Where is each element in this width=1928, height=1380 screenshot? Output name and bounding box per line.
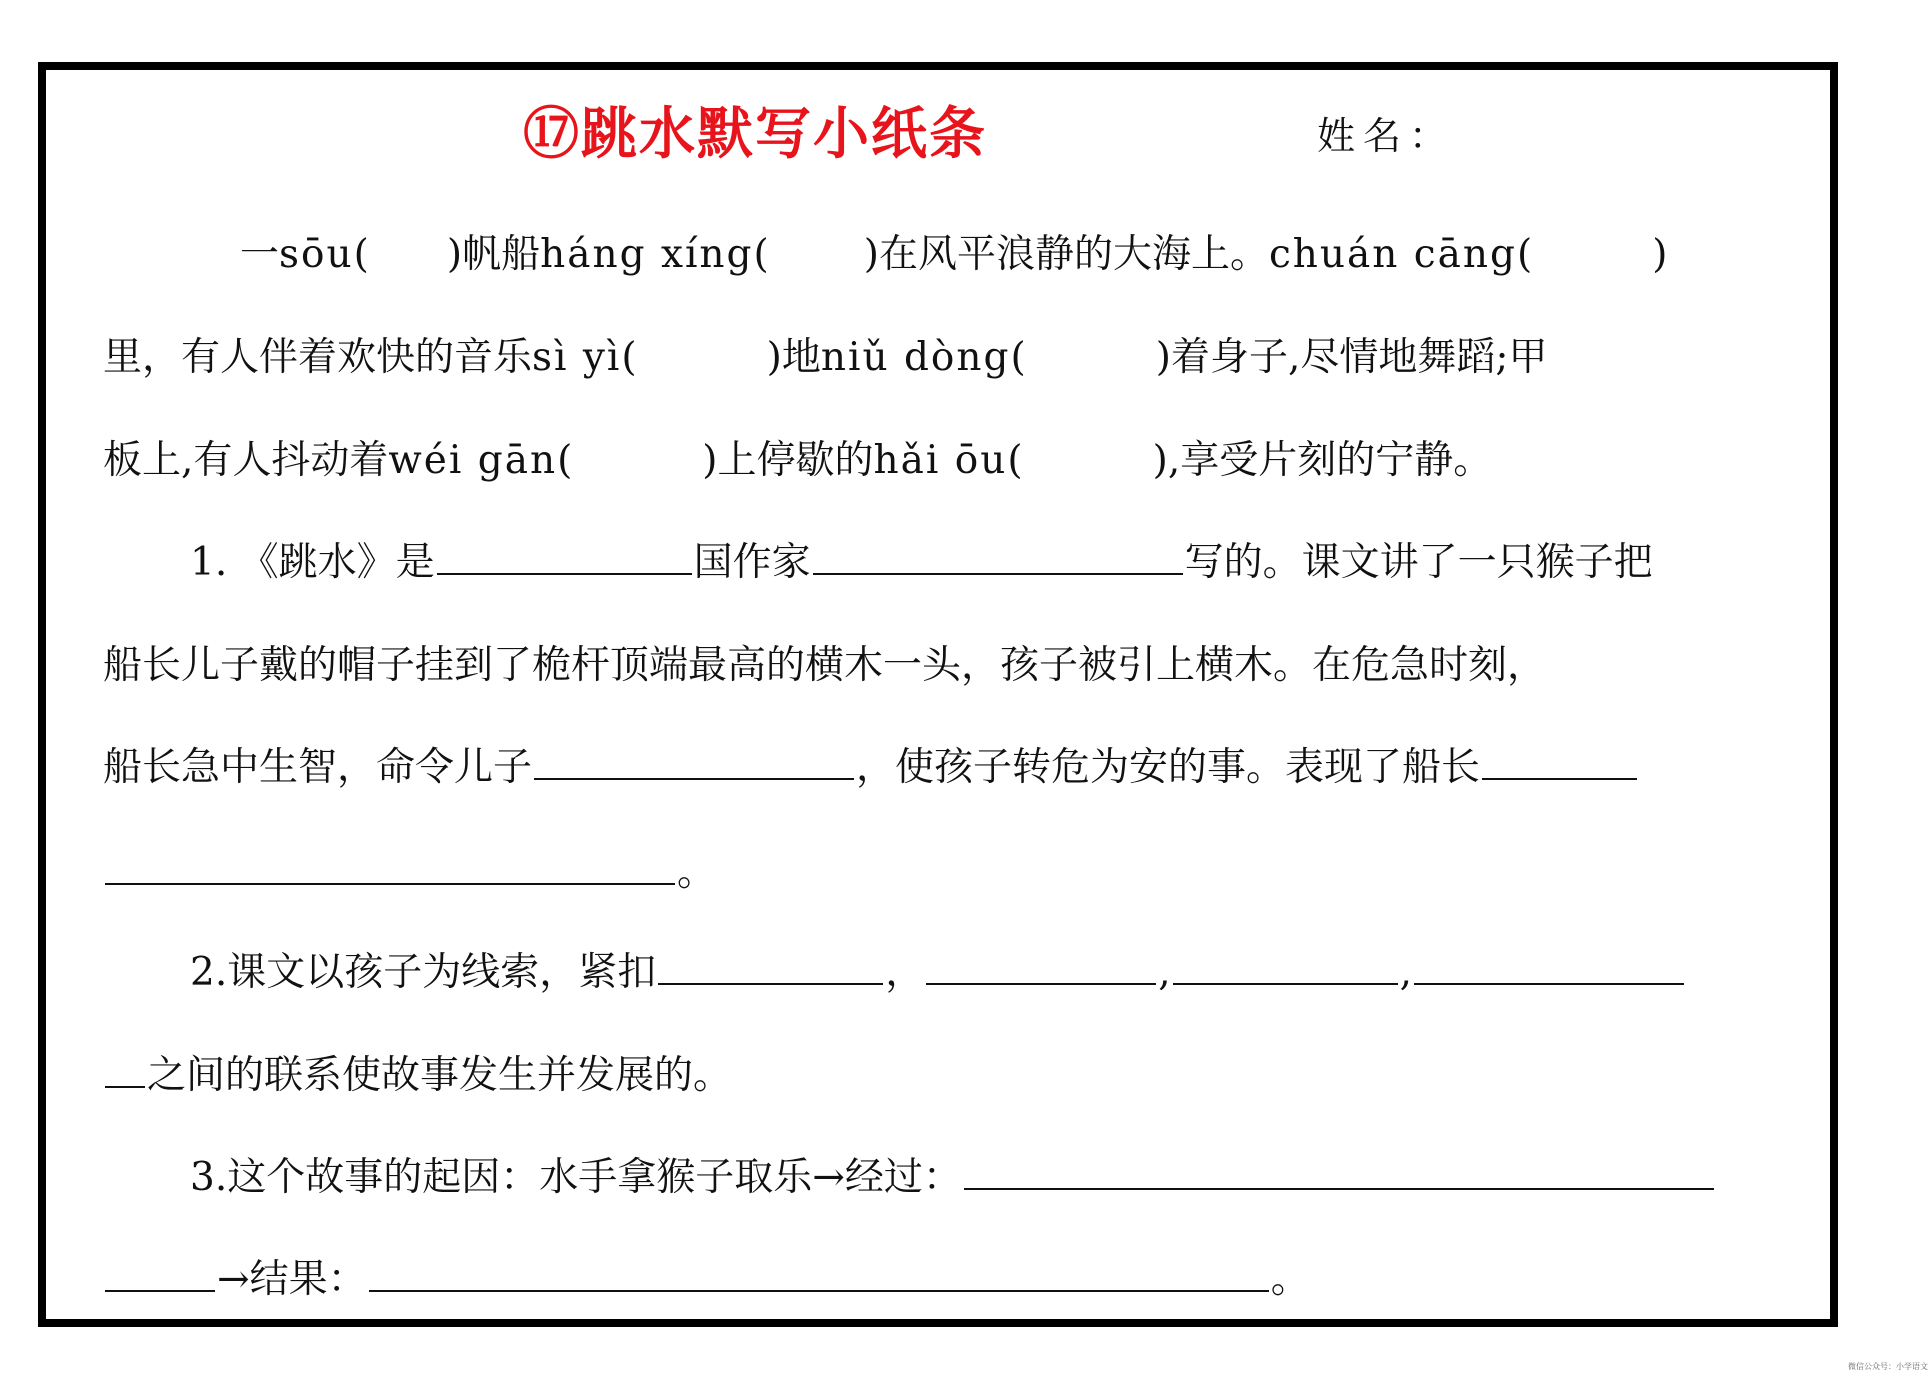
pinyin-prompt: niǔ dòng [820, 335, 1011, 380]
pinyin-prompt: háng xíng [540, 232, 754, 277]
pinyin-prompt: hǎi ōu [873, 438, 1008, 483]
answer-blank[interactable] [813, 567, 1183, 575]
question-text: 之间的联系使故事发生并发展的。 [147, 1053, 733, 1098]
text-segment: 着身子,尽情地舞蹈;甲 [1170, 335, 1548, 380]
answer-paren[interactable]: ( ) [621, 335, 782, 380]
question-3-line-2 [103, 1252, 1310, 1308]
pinyin-line-2 [103, 330, 1547, 386]
question-text: 2.课文以孩子为线索，紧扣 [190, 950, 657, 995]
text-segment: 上停歇的 [717, 438, 874, 483]
answer-blank[interactable] [105, 877, 675, 885]
question-text: 船长儿子戴的帽子挂到了桅杆顶端最高的横木一头，孩子被引上横木。在危急时刻， [103, 643, 1547, 688]
answer-paren[interactable]: ( ) [557, 438, 718, 483]
question-text: ，使孩子转危为安的事。表现了船长 [856, 745, 1481, 790]
question-text: 。 [1270, 1257, 1310, 1302]
question-3-line-1 [190, 1150, 1716, 1206]
question-text: ， [885, 950, 925, 995]
pinyin-prompt: wéi gān [388, 438, 558, 483]
pinyin-line-1 [240, 227, 1667, 283]
answer-blank[interactable] [926, 977, 1156, 985]
question-2-line-1 [190, 945, 1686, 1001]
answer-blank[interactable] [1482, 772, 1637, 780]
question-text: , [1158, 950, 1171, 995]
answer-blank[interactable] [105, 1080, 145, 1088]
answer-blank[interactable] [964, 1182, 1714, 1190]
text-segment: 一 [240, 232, 280, 277]
answer-paren[interactable]: ( ) [1516, 232, 1668, 277]
question-2-line-2 [103, 1048, 732, 1104]
text-segment: 在风平浪静的大海上。 [878, 232, 1269, 277]
pinyin-prompt: sì yì [532, 335, 622, 380]
question-text: 。 [677, 850, 717, 895]
answer-paren[interactable]: ( ) [353, 232, 463, 277]
pinyin-prompt: sōu [279, 232, 354, 277]
question-text: 船长急中生智，命令儿子 [103, 745, 533, 790]
question-text: 写的。课文讲了一只猴子把 [1184, 540, 1653, 585]
answer-blank[interactable] [1173, 977, 1398, 985]
question-text: 1. 《跳水》是 [190, 540, 435, 585]
pinyin-line-3 [103, 433, 1492, 489]
question-text: 3.这个故事的起因：水手拿猴子取乐→经过： [190, 1155, 962, 1200]
answer-blank[interactable] [1414, 977, 1684, 985]
question-text: →结果： [217, 1257, 367, 1302]
answer-blank[interactable] [437, 567, 692, 575]
worksheet-title: ⑰跳水默写小纸条 [523, 102, 987, 167]
text-segment: 帆船 [462, 232, 541, 277]
answer-paren[interactable]: ( ) [1010, 335, 1171, 380]
question-1-line-4 [103, 845, 716, 901]
question-1-line-2 [103, 638, 1546, 694]
question-text: 国作家 [693, 540, 811, 585]
text-segment: 地 [781, 335, 821, 380]
text-segment: 里，有人伴着欢快的音乐 [103, 335, 533, 380]
answer-blank[interactable] [534, 772, 854, 780]
answer-blank[interactable] [105, 1284, 215, 1292]
answer-paren[interactable]: ( ) [1007, 438, 1168, 483]
source-watermark: 微信公众号：小学语文 [1848, 1362, 1928, 1371]
answer-blank[interactable] [369, 1284, 1269, 1292]
text-segment: ,享受片刻的宁静。 [1167, 438, 1493, 483]
question-1-line-1 [190, 535, 1653, 591]
question-text: , [1399, 950, 1413, 995]
question-1-line-3 [103, 740, 1639, 796]
text-segment: 板上,有人抖动着 [103, 438, 389, 483]
name-label: 姓名： [1317, 114, 1456, 158]
answer-blank[interactable] [658, 977, 883, 985]
pinyin-prompt: chuán cāng [1268, 232, 1517, 277]
answer-paren[interactable]: ( ) [753, 232, 879, 277]
